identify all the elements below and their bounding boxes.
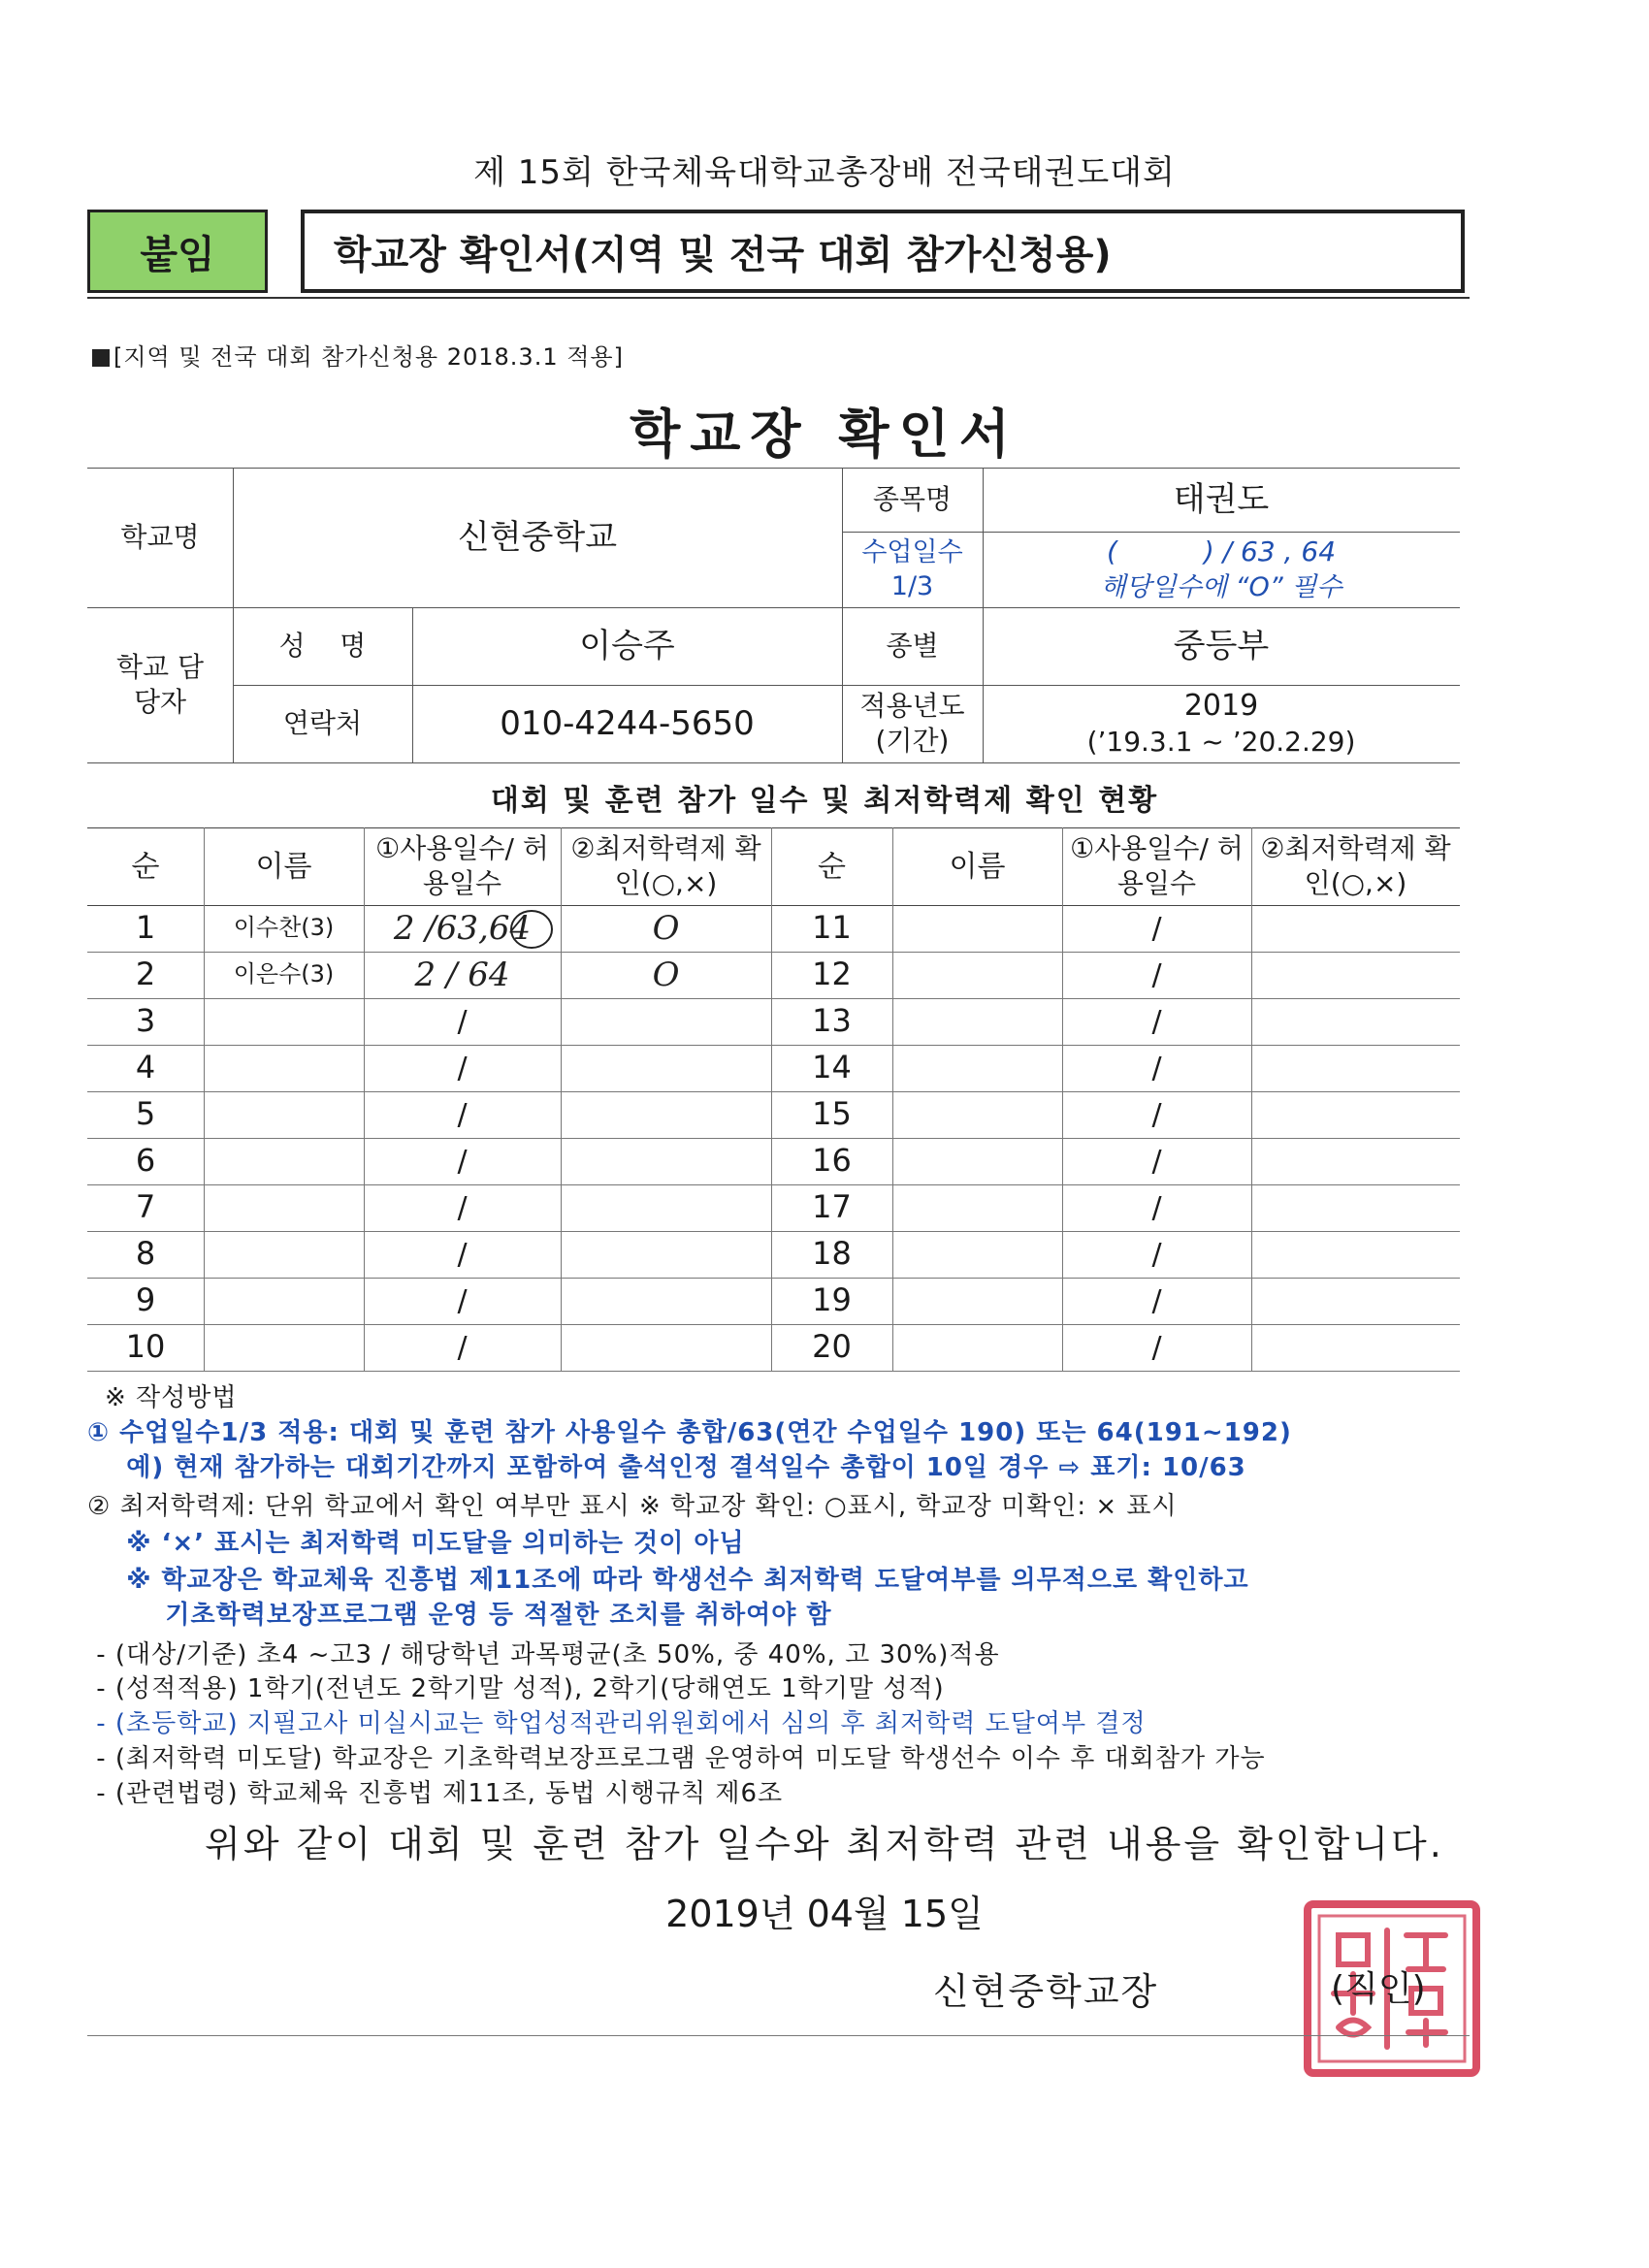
achievement-check [1251, 1045, 1460, 1091]
row-number: 16 [812, 1142, 852, 1180]
instruction-line: 기초학력보장프로그램 운영 등 적절한 조치를 취하여야 함 [87, 1601, 832, 1630]
student-name [892, 1138, 1062, 1184]
achievement-check [1251, 952, 1460, 998]
apply-note-text: [지역 및 전국 대회 참가신청용 2018.3.1 적용] [113, 343, 624, 371]
achievement-check [1251, 1324, 1460, 1371]
days-used: / [457, 1004, 468, 1039]
period-value: (’19.3.1 ~ ’20.2.29) [1086, 725, 1356, 758]
days-used: / [457, 1330, 468, 1365]
circle-mark-icon [507, 907, 556, 952]
year-value: 2019 [1183, 688, 1259, 723]
instruction-line: - (관련법령) 학교체육 진흥법 제11조, 동법 시행규칙 제6조 [87, 1779, 784, 1808]
grid-header: ②최저학력제 확인(○,×) [570, 831, 761, 899]
days-used: 2 /63,64 [393, 908, 532, 948]
student-name [892, 1184, 1062, 1231]
row-number: 13 [812, 1002, 852, 1040]
achievement-check [561, 1324, 771, 1371]
instruction-line: 예) 현재 참가하는 대회기간까지 포함하여 출석인정 결석일수 총합이 10일 경우 ⇨ 표기: 10/63 [87, 1453, 1246, 1482]
instruction-line: ※ 학교장은 학교체육 진흥법 제11조에 따라 학생선수 최저학력 도달여부를 의무적으로 확인하고 [87, 1566, 1249, 1595]
instruction-line: ① 수업일수1/3 적용: 대회 및 훈련 참가 사용일수 총합/63(연간 수업일수 190) 또는 64(191~192) [87, 1418, 1292, 1447]
days-used: / [457, 1144, 468, 1179]
days-used: / [1151, 1004, 1162, 1039]
contact-label: 연락처 [282, 706, 363, 739]
achievement-check [561, 1138, 771, 1184]
row-number: 7 [135, 1188, 156, 1226]
student-name: 이은수(3) [233, 960, 335, 988]
grid-header: 이름 [949, 849, 1006, 884]
divider [87, 297, 1470, 299]
student-name [892, 1231, 1062, 1278]
days-note: 해당일수에 “O” 필수 [1100, 572, 1342, 603]
student-name [204, 1184, 364, 1231]
row-number: 6 [135, 1142, 156, 1180]
instruction-line: - (최저학력 미도달) 학교장은 기초학력보장프로그램 운영하여 미도달 학생선수 이수 후 대회참가 가능 [87, 1744, 1266, 1773]
instruction-line: - (대상/기준) 초4 ~고3 / 해당학년 과목평균(초 50%, 중 40%, 고 30%)적용 [87, 1640, 1000, 1669]
student-name [204, 1091, 364, 1138]
form-title: 학교장 확인서 [630, 404, 1019, 465]
event-title: 제 15회 한국체육대학교총장배 전국태권도대회 [473, 153, 1176, 192]
achievement-check [561, 1278, 771, 1324]
apply-note [92, 338, 624, 372]
achievement-check [561, 1184, 771, 1231]
grid-header: 순 [818, 849, 846, 884]
days-used: / [1151, 1190, 1162, 1225]
grid-header: 순 [131, 849, 160, 884]
document-banner: 학교장 확인서(지역 및 전국 대회 참가신청용) [301, 210, 1465, 293]
days-used: / [1151, 957, 1162, 992]
achievement-check [561, 1045, 771, 1091]
square-bullet-icon [92, 349, 110, 367]
row-number: 4 [135, 1049, 156, 1086]
student-name [204, 1231, 364, 1278]
student-name [204, 1324, 364, 1371]
contact-value: 010-4244-5650 [500, 703, 755, 743]
student-name [204, 1138, 364, 1184]
grid-title: 대회 및 훈련 참가 일수 및 최저학력제 확인 현황 [490, 784, 1159, 818]
name-value: 이승주 [579, 626, 675, 665]
row-number: 12 [812, 956, 852, 993]
student-name [892, 1324, 1062, 1371]
table-line [87, 762, 1460, 763]
principal-name: 신현중학교장 [933, 1970, 1159, 2013]
event-label: 종목명 [872, 482, 953, 515]
student-name [204, 1278, 364, 1324]
student-name [892, 905, 1062, 952]
name-label: 성 명 [278, 629, 367, 662]
divider [87, 2035, 1470, 2036]
days-used: / [457, 1190, 468, 1225]
division-label: 종별 [886, 629, 939, 662]
achievement-check [1251, 1184, 1460, 1231]
row-number: 17 [812, 1188, 852, 1226]
row-number: 9 [135, 1281, 156, 1319]
days-used: / [1151, 1330, 1162, 1365]
student-name [204, 1045, 364, 1091]
staff-label: 학교 담당자 [115, 650, 205, 718]
days-used: / [457, 1051, 468, 1085]
student-name: 이수찬(3) [233, 914, 335, 942]
days-used: / [1151, 1051, 1162, 1085]
grid-header: ①사용일수/ 허용일수 [375, 831, 549, 899]
achievement-check [1251, 1091, 1460, 1138]
row-number: 18 [812, 1235, 852, 1273]
row-number: 2 [135, 956, 156, 993]
days-used: 2 / 64 [414, 955, 510, 994]
division-value: 중등부 [1173, 626, 1270, 665]
days-used: / [457, 1237, 468, 1272]
student-name [892, 1045, 1062, 1091]
instruction-line: - (성적적용) 1학기(전년도 2학기말 성적), 2학기(당해연도 1학기말 성적) [87, 1674, 945, 1703]
achievement-check [1251, 1231, 1460, 1278]
row-number: 10 [125, 1328, 166, 1366]
student-name [892, 1091, 1062, 1138]
student-name [892, 952, 1062, 998]
issue-date: 2019년 04월 15일 [665, 1893, 984, 1935]
days-used: / [1151, 1144, 1162, 1179]
instructions-heading: ※ 작성방법 [105, 1383, 238, 1412]
student-name [892, 1278, 1062, 1324]
attach-badge: 붙임 [87, 210, 268, 293]
achievement-check [561, 1091, 771, 1138]
grid-line [87, 1371, 1460, 1372]
row-number: 1 [135, 909, 156, 947]
days-used: / [1151, 1097, 1162, 1132]
school-label: 학교명 [120, 520, 200, 553]
achievement-check [1251, 1278, 1460, 1324]
instruction-line: ※ ‘×’ 표시는 최저학력 미도달을 의미하는 것이 아님 [87, 1529, 745, 1558]
achievement-check [1251, 1138, 1460, 1184]
grid-header: ②최저학력제 확인(○,×) [1260, 831, 1451, 899]
grid-header: 이름 [255, 849, 312, 884]
row-number: 11 [812, 909, 852, 947]
row-number: 5 [135, 1095, 156, 1133]
days-label: 수업일수 1/3 [861, 536, 963, 601]
days-used: / [1151, 1283, 1162, 1318]
achievement-check [561, 998, 771, 1045]
confirm-statement: 위와 같이 대회 및 훈련 참가 일수와 최저학력 관련 내용을 확인합니다. [205, 1823, 1444, 1865]
row-number: 8 [135, 1235, 156, 1273]
instruction-line: - (초등학교) 지필고사 미실시교는 학업성적관리위원회에서 심의 후 최저학력 도달여부 결정 [87, 1709, 1147, 1738]
instruction-line: ② 최저학력제: 단위 학교에서 확인 여부만 표시 ※ 학교장 확인: ○표시, 학교장 미확인: × 표시 [87, 1492, 1178, 1521]
event-value: 태권도 [1173, 479, 1270, 519]
days-used: / [1151, 911, 1162, 946]
row-number: 3 [135, 1002, 156, 1040]
row-number: 20 [812, 1328, 852, 1366]
year-label: 적용년도 (기간) [859, 689, 965, 757]
row-number: 15 [812, 1095, 852, 1133]
achievement-check [1251, 905, 1460, 952]
days-used: / [457, 1283, 468, 1318]
achievement-check: O [652, 908, 680, 948]
achievement-check: O [652, 955, 680, 994]
days-used: / [1151, 1237, 1162, 1272]
school-value: 신현중학교 [457, 517, 618, 557]
grid-header: ①사용일수/ 허용일수 [1070, 831, 1244, 899]
student-name [204, 998, 364, 1045]
row-number: 14 [812, 1049, 852, 1086]
student-name [892, 998, 1062, 1045]
days-value: ( ) / 63 , 64 [1106, 535, 1337, 567]
row-number: 19 [812, 1281, 852, 1319]
days-used: / [457, 1097, 468, 1132]
seal-label: (직인) [1331, 1969, 1426, 2009]
achievement-check [561, 1231, 771, 1278]
achievement-check [1251, 998, 1460, 1045]
